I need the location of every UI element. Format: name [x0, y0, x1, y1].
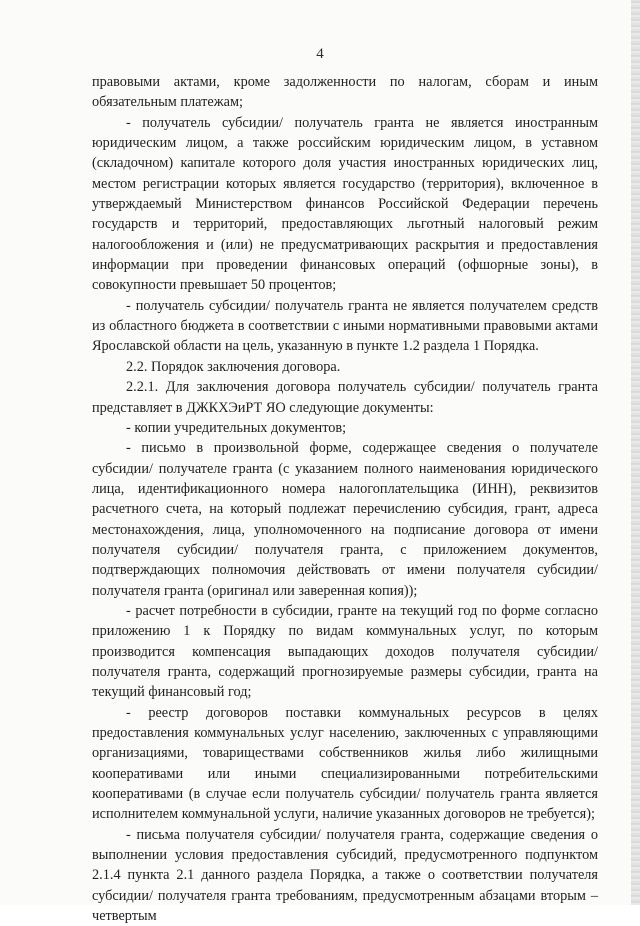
list-item-subsidy-calculation: - расчет потребности в субсидии, гранте на текущий год по форме согласно приложению 1 к Порядку по видам коммунальных услуг, по которым производится компенсация выпадающих доходов получателя субсидии/ получателя гранта, содержащий прогнозируемые размеры субсидии, гранта на текущий финансовый год; — [92, 602, 598, 701]
paragraph-budget-funds-condition: - получатель субсидии/ получатель гранта не является получателем средств из областного бюджета в соответствии с иными нормативными правовыми актами Ярославской области на цель, указанную в пункте 1.2 раздела 1 Порядка. — [92, 297, 598, 355]
page-number: 4 — [316, 46, 324, 62]
paragraph-2-2-1: 2.2.1. Для заключения договора получатель субсидии/ получатель гранта представляет в ДЖКХЭиРТ ЯО следующие документы: — [92, 379, 598, 416]
paragraph-foreign-entity-condition: - получатель субсидии/ получатель гранта не является иностранным юридическим лицом, а также российским юридическим лицом, в уставном (складочном) капитале которого доля участия иностранных юридических лиц, местом регистрации которых является государство (территория), включенное в утверждаемый Министерством финансов Российской Федерации перечень государств и территорий, предоставляющих льготный налоговый режим налогообложения и (или) не предусматривающих раскрытия и предоставления информации при проведении финансовых операций (офшорные зоны), в совокупности превышает 50 процентов; — [92, 114, 598, 294]
list-item-founding-documents: - копии учредительных документов; — [126, 419, 347, 436]
list-item-contracts-register: - реестр договоров поставки коммунальных ресурсов в целях предоставления коммунальных услуг населению, заключенных с управляющими организациями, товариществами собственников жилья либо жилищными кооперативами или иными специализированными потребительскими кооперативами (в случае если получатель субсидии/ получатель гранта является исполнителем коммунальной услуги, наличие указанных договоров не требуется); — [92, 704, 598, 823]
list-item-recipient-letters: - письма получателя субсидии/ получателя гранта, содержащие сведения о выполнении условия предоставления субсидий, предусмотренного подпунктом 2.1.4 пункта 2.1 данного раздела Порядка, а также о соответствии получателя субсидии/ получателя гранта требованиям, предусмотренным абзацами вторым – четвертым — [92, 826, 598, 925]
scan-edge-artifact — [631, 0, 640, 905]
document-body — [92, 72, 598, 926]
list-item-letter-of-information: - письмо в произвольной форме, содержащее сведения о получателе субсидии/ получателе гранта (с указанием полного наименования юридического лица, идентификационного номера налогоплательщика (ИНН), реквизитов расчетного счета, на который подлежат перечислению субсидия, грант, адреса местонахождения, лица, уполномоченного на подписание договора от имени получателя субсидии/ получателя гранта, с приложением документов, подтверждающих полномочия действовать от имени получателя субсидии/ получателя гранта (оригинал или заверенная копия)); — [92, 440, 598, 599]
section-heading-2-2: 2.2. Порядок заключения договора. — [126, 358, 341, 375]
paragraph-continuation: правовыми актами, кроме задолженности по налогам, сборам и иным обязательным платежам; — [92, 74, 598, 111]
